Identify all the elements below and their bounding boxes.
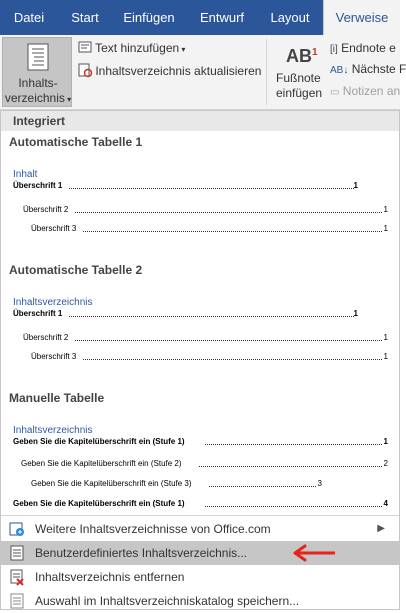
add-text-button[interactable]: Text hinzufügen ▾ [78, 38, 185, 58]
remove-toc-icon [9, 569, 25, 585]
insert-endnote-button[interactable]: [i] Endnote e [330, 41, 396, 55]
menu-item-more-toc-office[interactable]: Weitere Inhaltsverzeichnisse von Office.com ▶ [1, 517, 399, 541]
tab-datei[interactable]: Datei [13, 10, 45, 25]
gallery-title: Manuelle Tabelle [9, 391, 105, 405]
toc-button-label-line1: Inhalts- [18, 76, 58, 90]
ribbon-panel [0, 35, 406, 110]
gallery-title: Automatische Tabelle 2 [9, 263, 143, 277]
menu-item-remove-toc[interactable]: Inhaltsverzeichnis entfernen [1, 565, 399, 589]
menu-divider [1, 515, 399, 516]
footnote-label-line1: Fußnote [276, 71, 321, 85]
footnote-icon: $AB^1$ [286, 46, 318, 66]
toc-line: Geben Sie die Kapitelüberschrift ein (Stufe 3) 3 [31, 479, 322, 488]
update-toc-button[interactable]: Inhaltsverzeichnis aktualisieren [78, 61, 261, 81]
toc-dropdown-menu [0, 110, 400, 610]
update-toc-icon [78, 63, 92, 77]
office-icon [9, 521, 25, 537]
toc-dropdown-button[interactable] [2, 37, 72, 107]
toc-line: Geben Sie die Kapitelüberschrift ein (Stufe 1) 1 [13, 437, 388, 446]
toc-line: Überschrift 1 1 [13, 309, 358, 318]
toc-line: Überschrift 1 1 [13, 181, 358, 190]
toc-line: Geben Sie die Kapitelüberschrift ein (Stufe 1) 4 [13, 499, 388, 508]
tab-entwurf[interactable]: Entwurf [199, 10, 245, 25]
toc-heading: Inhalt [13, 169, 38, 180]
show-notes-icon: ▭ [330, 87, 340, 98]
tab-layout[interactable]: Layout [270, 10, 310, 25]
tab-start[interactable]: Start [71, 10, 99, 25]
menu-item-custom-toc[interactable]: Benutzerdefiniertes Inhaltsverzeichnis... [1, 541, 399, 565]
gallery-item-automatic-table-2[interactable] [1, 259, 399, 387]
section-header-integriert: Integriert [1, 111, 399, 131]
chevron-down-icon: ▾ [64, 95, 72, 104]
endnote-icon: [i] [330, 44, 338, 55]
toc-heading: Inhaltsverzeichnis [13, 297, 93, 308]
save-selection-icon [9, 593, 25, 609]
insert-footnote-button[interactable] [270, 39, 330, 105]
ribbon-tab-bar [0, 0, 400, 35]
tab-verweise[interactable]: Verweise [323, 0, 400, 35]
toc-heading: Inhaltsverzeichnis [13, 425, 93, 436]
next-footnote-button[interactable]: AB↓ Nächste F [330, 62, 406, 76]
toc-button-label-line2: verzeichnis ▾ [4, 91, 72, 105]
toc-line: Überschrift 3 1 [31, 352, 388, 361]
show-notes-button[interactable]: ▭ Notizen an [330, 84, 401, 98]
gallery-title: Automatische Tabelle 1 [9, 135, 143, 149]
ribbon-group-divider [266, 39, 267, 105]
footnote-label-line2: einfügen [276, 86, 323, 100]
menu-item-save-selection[interactable]: Auswahl im Inhaltsverzeichniskatalog speichern... [1, 589, 399, 613]
tab-einfuegen[interactable]: Einfügen [123, 10, 175, 25]
document-icon [9, 545, 25, 561]
next-footnote-icon: AB↓ [330, 65, 349, 76]
chevron-down-icon: ▾ [179, 45, 186, 54]
annotation-arrow-icon [291, 543, 337, 563]
gallery-item-manual-table[interactable] [1, 387, 399, 517]
add-text-icon [78, 40, 92, 54]
gallery-item-automatic-table-1[interactable] [1, 131, 399, 259]
toc-line: Überschrift 3 1 [31, 224, 388, 233]
chevron-right-icon: ▶ [377, 523, 385, 534]
toc-document-icon [25, 43, 51, 71]
toc-line: Überschrift 2 1 [23, 205, 388, 214]
toc-line: Überschrift 2 1 [23, 333, 388, 342]
toc-line: Geben Sie die Kapitelüberschrift ein (Stufe 2) 2 [21, 459, 388, 468]
